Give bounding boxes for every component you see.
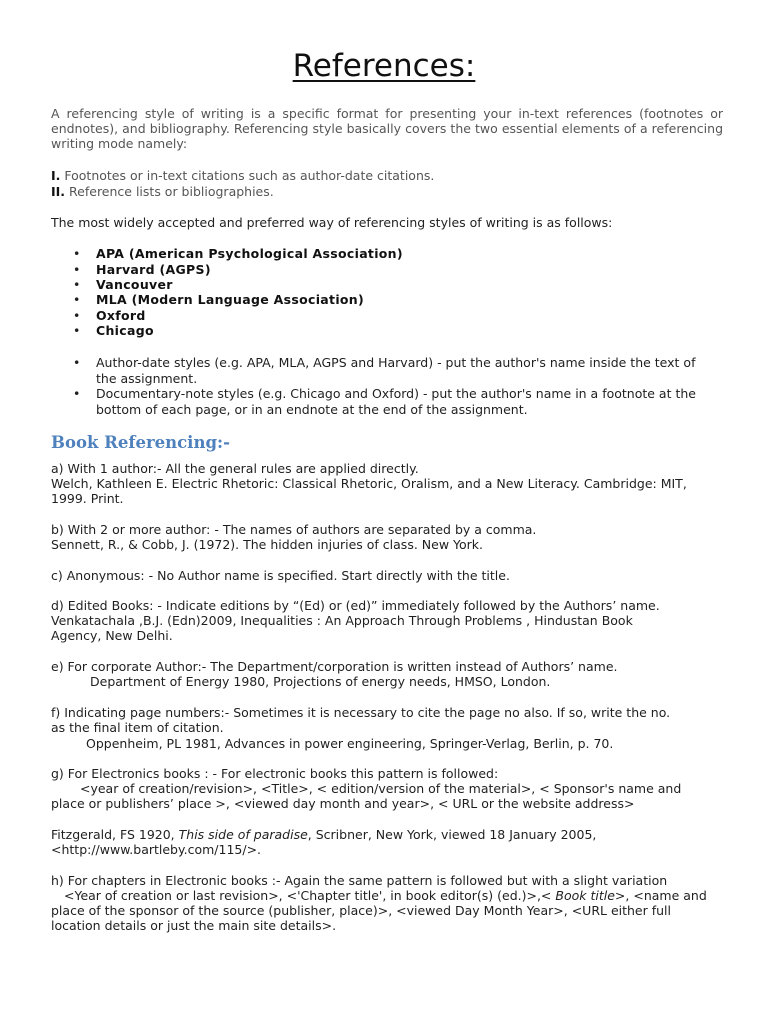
section-h-text: >, <name and <box>614 888 707 903</box>
note-line: Documentary-note styles (e.g. Chicago and Oxford) - put the author's name in a footnote at the <box>96 386 696 401</box>
note-line: the assignment. <box>96 371 198 386</box>
style-name: Vancouver <box>96 277 173 292</box>
section-d-line: Venkatachala ,B.J. (Edn)2009, Inequalities : An Approach Through Problems , Hindustan Book <box>51 613 633 628</box>
citation-text: , Scribner, New York, viewed 18 January 2005, <box>307 827 597 842</box>
citation-text: Fitzgerald, FS 1920, <box>51 827 179 842</box>
style-name: Harvard (AGPS) <box>96 262 211 277</box>
bullet-icon: • <box>73 292 81 307</box>
style-name: Chicago <box>96 323 154 338</box>
section-d-line: Agency, New Delhi. <box>51 628 173 643</box>
section-g-line: g) For Electronics books : - For electronic books this pattern is followed: <box>51 766 499 781</box>
section-c-line: c) Anonymous: - No Author name is specified. Start directly with the title. <box>51 568 510 583</box>
type-number: I. <box>51 168 61 183</box>
bullet-icon: • <box>73 262 81 277</box>
section-h-italic: Book title <box>555 888 615 903</box>
citation-title: This side of paradise <box>178 827 308 842</box>
section-h-line: h) For chapters in Electronic books :- Again the same pattern is followed but with a slight variation <box>51 873 668 888</box>
type-item-2 <box>51 184 723 199</box>
section-d-line: d) Edited Books: - Indicate editions by “(Ed) or (ed)” immediately followed by the Authors’ name. <box>51 598 660 613</box>
bullet-icon: • <box>73 246 81 261</box>
bullet-icon: • <box>73 355 81 370</box>
type-number: II. <box>51 184 66 199</box>
bullet-icon: • <box>73 386 81 401</box>
type-text: Footnotes or in-text citations such as author-date citations. <box>60 168 435 183</box>
note-line: bottom of each page, or in an endnote at the end of the assignment. <box>96 402 528 417</box>
type-item-1 <box>51 168 723 183</box>
section-h-text: <Year of creation or last revision>, <'Chapter title', in book editor(s) (ed.)>,< <box>64 888 556 903</box>
style-name: MLA (Modern Language Association) <box>96 292 364 307</box>
bullet-icon: • <box>73 277 81 292</box>
bullet-icon: • <box>73 308 81 323</box>
section-g-line: <year of creation/revision>, <Title>, < edition/version of the material>, < Sponsor's name and <box>80 781 682 796</box>
section-h-line: place of the sponsor of the source (publisher, place)>, <viewed Day Month Year>, <URL either full <box>51 903 672 918</box>
section-f-line: as the final item of citation. <box>51 720 224 735</box>
style-name: Oxford <box>96 308 146 323</box>
fitzgerald-citation <box>51 827 723 842</box>
section-f-line: f) Indicating page numbers:- Sometimes it is necessary to cite the page no also. If so, write the no. <box>51 705 671 720</box>
section-h-line: location details or just the main site details>. <box>51 918 337 933</box>
section-a-line: Welch, Kathleen E. Electric Rhetoric: Classical Rhetoric, Oralism, and a New Literacy. Cambridge: MIT, <box>51 476 687 491</box>
intro-paragraph: A referencing style of writing is a specific format for presenting your in-text references (footnotes or endnotes), and bibliography. Referencing style basically covers the two essential elements of a referencing writing mode namely: <box>51 106 723 152</box>
bullet-icon: • <box>73 323 81 338</box>
section-a-line: 1999. Print. <box>51 491 124 506</box>
section-b-line: b) With 2 or more author: - The names of authors are separated by a comma. <box>51 522 537 537</box>
fitzgerald-url: <http://www.bartleby.com/115/>. <box>51 842 262 857</box>
section-a-line: a) With 1 author:- All the general rules are applied directly. <box>51 461 419 476</box>
section-b-line: Sennett, R., & Cobb, J. (1972). The hidden injuries of class. New York. <box>51 537 483 552</box>
note-line: Author-date styles (e.g. APA, MLA, AGPS and Harvard) - put the author's name inside the text of <box>96 355 696 370</box>
section-e-line: Department of Energy 1980, Projections of energy needs, HMSO, London. <box>90 674 551 689</box>
type-text: Reference lists or bibliographies. <box>65 184 274 199</box>
section-f-line: Oppenheim, PL 1981, Advances in power engineering, Springer-Verlag, Berlin, p. 70. <box>86 736 614 751</box>
section-h-line <box>64 888 730 903</box>
accepted-paragraph: The most widely accepted and preferred way of referencing styles of writing is as follows: <box>51 215 613 230</box>
book-referencing-heading: Book Referencing:- <box>51 433 230 452</box>
page-title: References: <box>292 48 476 84</box>
section-g-line: place or publishers’ place >, <viewed day month and year>, < URL or the website address> <box>51 796 635 811</box>
style-name: APA (American Psychological Association) <box>96 246 403 261</box>
section-e-line: e) For corporate Author:- The Department/corporation is written instead of Authors’ name. <box>51 659 618 674</box>
